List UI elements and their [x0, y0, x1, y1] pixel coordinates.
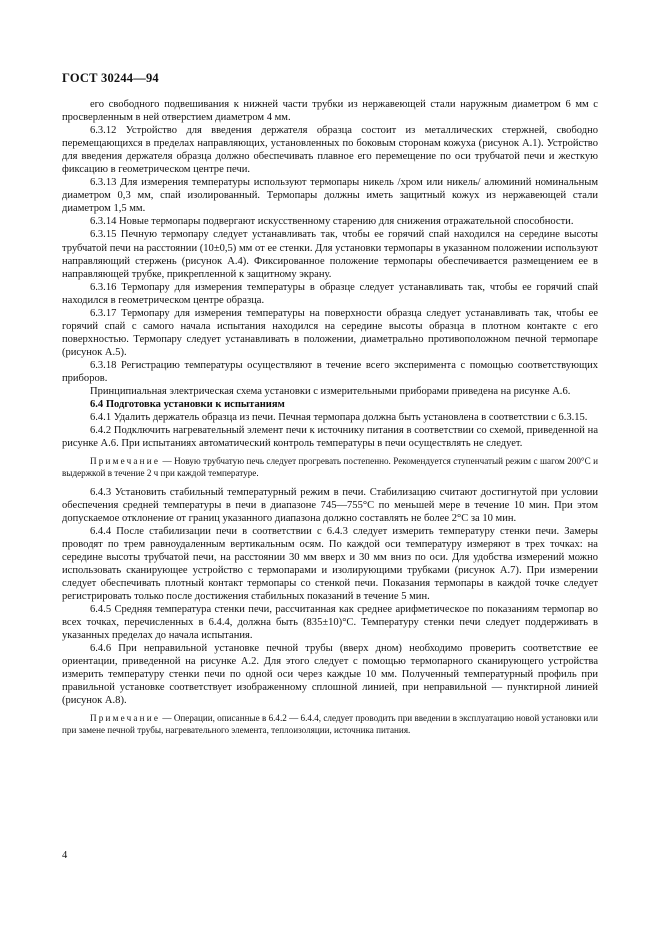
- section-heading: 6.4 Подготовка установки к испытаниям: [90, 399, 285, 411]
- note-label: Примечание: [90, 456, 161, 467]
- body-paragraph: 6.3.14 Новые термопары подвергают искусственному старению для снижения отражательной способности.: [90, 216, 574, 228]
- note-text: — Операции, описанные в 6.4.2 — 6.4.4, следует проводить при введении в эксплуатацию новой установки или при замене печной трубы, нагревательного элемента, теплоизоляции, источника питания.: [62, 713, 598, 736]
- body-paragraph: 6.4.2 Подключить нагревательный элемент печи к источнику питания в соответствии со схемой, приведенной на рисунке А.6. При испытаниях автоматический контроль температуры в печи осуществлять не следует.: [62, 425, 598, 450]
- body-paragraph: 6.3.16 Термопару для измерения температуры в образце следует устанавливать так, чтобы ее горячий спай находился в геометрическом центре образца.: [62, 281, 598, 306]
- body-paragraph: 6.3.13 Для измерения температуры используют термопары никель /хром или никель/ алюминий номинальным диаметром 0,3 мм, спай изолированный. Термопары должны иметь защитный кожух из нержавеющей стали диаметром 1,5 мм.: [62, 177, 598, 215]
- body-paragraph: 6.4.1 Удалить держатель образца из печи. Печная термопара должна быть установлена в соответствии с 6.3.15.: [90, 412, 588, 424]
- body-paragraph: 6.3.17 Термопару для измерения температуры на поверхности образца следует устанавливать так, чтобы ее горячий спай с самого начала испытания находился на середине высоты образца в плотном контакте с его поверхностью. Термопару следует устанавливать в положении, диаметрально противоположном печной термопаре (рисунок А.5).: [62, 307, 598, 358]
- body-paragraph: 6.4.4 После стабилизации печи в соответствии с 6.4.3 следует измерить температуру стенки печи. Замеры проводят по трем равноудаленным вертикальным осям. По каждой оси температуру измеряют в трех точках: на середине высоты трубчатой печи, на расстоянии 30 мм вверх и 30 мм вниз по оси. Для удобства измерений можно использовать сканирующее устройство с термопарами и изолирующими трубками (рисунок А.7). При измерении следует обеспечивать плотный контакт термопары со стенкой печи. Показания термопары в каждой точке следует регистрировать только после достижения стабильных показаний в течение 5 мин.: [62, 525, 598, 603]
- page-number: 4: [62, 850, 68, 861]
- document-body: [62, 98, 598, 743]
- note-paragraph: [62, 713, 598, 736]
- body-paragraph: 6.3.15 Печную термопару следует устанавливать так, чтобы ее горячий спай находился на середине высоты трубчатой печи на расстоянии (10±0,5) мм от ее стенки. Для установки термопары в указанном положении используют направляющий стержень (рисунок А.4). Фиксированное положение термопары обеспечивается размещением ее в направляющей трубке, прикрепленной к защитному экрану.: [62, 229, 598, 280]
- body-paragraph: 6.3.12 Устройство для введения держателя образца состоит из металлических стержней, свободно перемещающихся в пределах направляющих, установленных по боковым сторонам кожуха (рисунок А.1). Устройство для введения держателя образца должно обеспечивать плавное его перемещение по оси трубчатой печи и жесткую фиксацию в геометрическом центре печи.: [62, 125, 598, 176]
- body-paragraph: Принципиальная электрическая схема установки с измерительными приборами приведена на рисунке А.6.: [90, 386, 571, 398]
- body-paragraph: его свободного подвешивания к нижней части трубки из нержавеющей стали наружным диаметром 6 мм с просверленным в ней отверстием диаметром 4 мм.: [62, 99, 598, 124]
- body-paragraph: 6.4.6 При неправильной установке печной трубы (вверх дном) необходимо проверить соответствие ее ориентации, приведенной на рисунке А.2. Для этого следует с помощью термопарного сканирующего устройства измерить температуру стенки печи по одной оси через каждые 10 мм. Полученный температурный профиль при правильной установке соответствует изображенному сплошной линией, при неправильной — пунктирной линией (рисунок А.8).: [62, 643, 598, 707]
- body-paragraph: 6.4.5 Средняя температура стенки печи, рассчитанная как среднее арифметическое по показаниям термопар во всех точках, перечисленных в 6.4.4, должна быть (835±10)°С. Температуру стенки печи следует поддерживать в указанных пределах до начала испытания.: [62, 604, 598, 642]
- note-text: — Новую трубчатую печь следует прогревать постепенно. Рекомендуется ступенчатый режим с шагом 200°С и выдержкой в течение 2 ч при каждой температуре.: [62, 456, 598, 478]
- body-paragraph: 6.3.18 Регистрацию температуры осуществляют в течение всего эксперимента с помощью соответствующих приборов.: [62, 359, 598, 384]
- body-paragraph: 6.4.3 Установить стабильный температурный режим в печи. Стабилизацию считают достигнутой при условии обеспечения средней температуры в печи в диапазоне 745—755°С по меньшей мере в течение 10 мин. При этом допускаемое отклонение от границ указанного диапазона должно составлять не более 2°С за 10 мин.: [62, 486, 598, 524]
- note-label: Примечание: [90, 713, 161, 724]
- document-header: ГОСТ 30244—94: [62, 71, 159, 85]
- note-paragraph: [62, 456, 598, 479]
